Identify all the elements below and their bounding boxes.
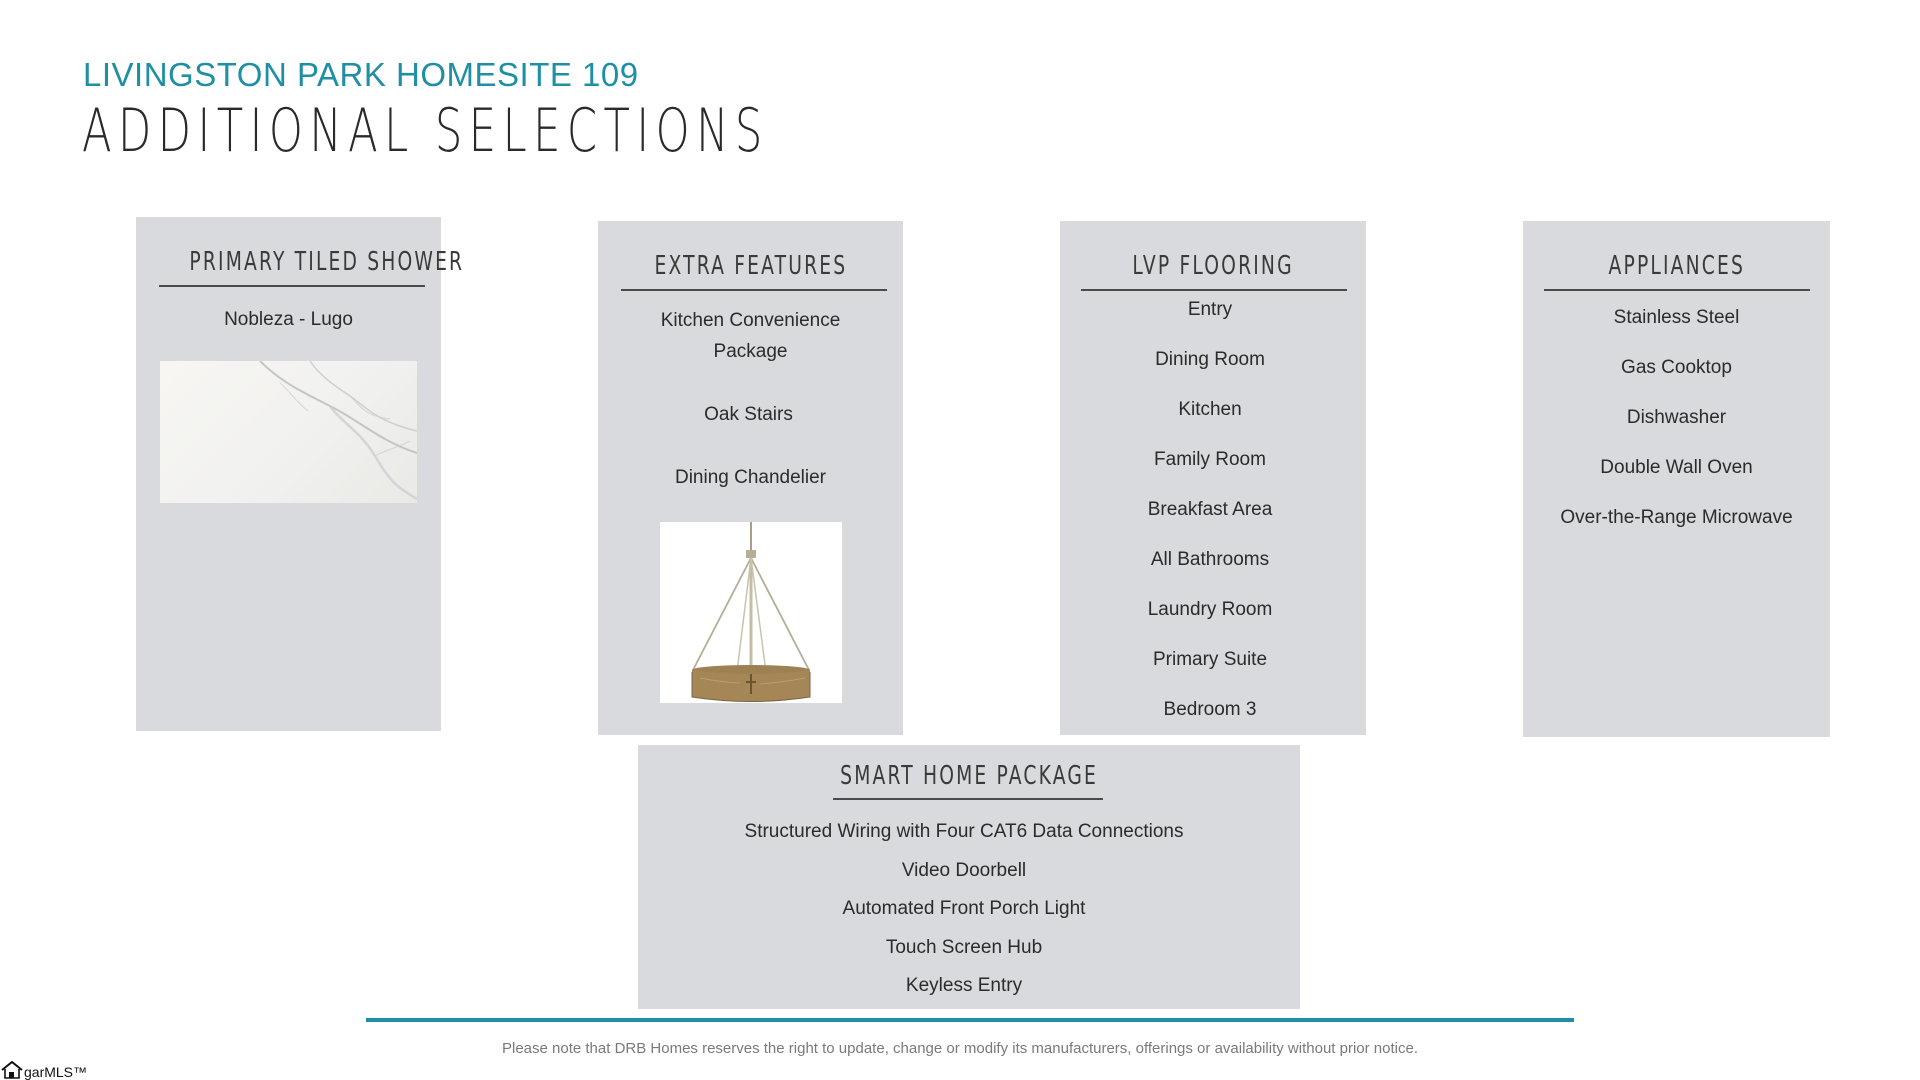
flooring-item: Breakfast Area	[1147, 499, 1273, 520]
smart-home-item: Touch Screen Hub	[885, 937, 1043, 958]
shower-card-heading: PRIMARY TILED SHOWER	[189, 247, 465, 277]
shower-item: Nobleza - Lugo	[224, 309, 353, 330]
smart-home-item: Video Doorbell	[901, 860, 1027, 881]
extras-card	[598, 221, 903, 735]
flooring-item: All Bathrooms	[1150, 549, 1270, 570]
watermark	[0, 1060, 87, 1080]
appliances-card-heading: APPLIANCES	[1608, 251, 1745, 281]
appliances-item: Double Wall Oven	[1600, 457, 1753, 478]
appliances-item: Over-the-Range Microwave	[1560, 507, 1793, 528]
flooring-card-heading: LVP FLOORING	[1132, 251, 1294, 281]
page-title: ADDITIONAL SELECTIONS	[82, 96, 769, 166]
marble-veining-graphic	[160, 361, 417, 503]
smart-home-card-heading: SMART HOME PACKAGE	[840, 761, 1098, 791]
flooring-item: Entry	[1187, 299, 1233, 320]
appliances-item: Dishwasher	[1626, 407, 1727, 428]
flooring-item: Kitchen	[1178, 399, 1242, 420]
chandelier-image	[660, 522, 842, 703]
page-subtitle: LIVINGSTON PARK HOMESITE 109	[83, 56, 639, 93]
extras-item: Package	[713, 341, 788, 362]
extras-card-rule	[621, 289, 887, 291]
chandelier-graphic	[660, 522, 842, 703]
flooring-item: Dining Room	[1155, 349, 1265, 370]
flooring-item: Bedroom 3	[1163, 699, 1257, 720]
footer-disclaimer: Please note that DRB Homes reserves the right to update, change or modify its manufacturers, offerings or availability without prior notice.	[501, 1040, 1418, 1057]
shower-card	[136, 217, 465, 731]
flooring-card-rule	[1081, 289, 1347, 291]
appliances-card	[1523, 221, 1830, 737]
smart-home-item: Automated Front Porch Light	[842, 898, 1086, 919]
extras-card-heading: EXTRA FEATURES	[654, 251, 847, 281]
shower-card-rule	[159, 285, 425, 287]
smart-home-card-rule	[833, 798, 1103, 800]
appliances-card-rule	[1544, 289, 1810, 291]
smart-home-card	[638, 745, 1300, 1009]
flooring-card	[1060, 221, 1366, 735]
flooring-item: Laundry Room	[1147, 599, 1273, 620]
extras-item: Oak Stairs	[704, 404, 793, 425]
extras-item: Dining Chandelier	[674, 467, 827, 488]
flooring-item: Family Room	[1154, 449, 1266, 470]
watermark-text: garMLS™	[24, 1064, 88, 1080]
appliances-item: Stainless Steel	[1613, 307, 1740, 328]
extras-item: Kitchen Convenience	[660, 310, 841, 331]
appliances-item: Gas Cooktop	[1621, 357, 1732, 378]
smart-home-item: Keyless Entry	[905, 975, 1023, 996]
footer-divider	[366, 1018, 1574, 1022]
smart-home-item: Structured Wiring with Four CAT6 Data Connections	[744, 821, 1184, 842]
flooring-item: Primary Suite	[1152, 649, 1268, 670]
marble-tile-image	[160, 361, 417, 503]
house-logo-icon	[0, 1060, 24, 1080]
